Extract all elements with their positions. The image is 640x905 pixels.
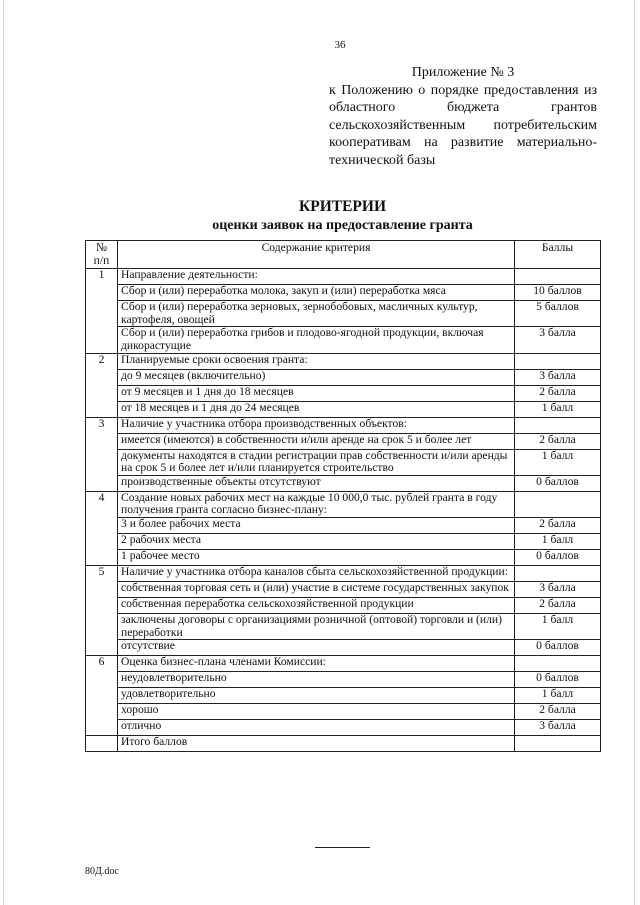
criterion-option-row bbox=[86, 581, 601, 597]
criterion-option-score: 3 балла bbox=[515, 369, 601, 385]
criterion-option-score: 0 баллов bbox=[515, 549, 601, 565]
criterion-option-row bbox=[86, 301, 601, 327]
criterion-option-text: хорошо bbox=[118, 704, 515, 720]
criterion-option-text: отсутствие bbox=[118, 640, 515, 656]
criterion-option-row bbox=[86, 385, 601, 401]
criterion-option-text: 1 рабочее место bbox=[118, 549, 515, 565]
file-name: 80Д.doc bbox=[85, 866, 119, 877]
criterion-option-text: заключены договоры с организациями розничной (оптовой) торговли и (или) переработки bbox=[118, 613, 515, 639]
criterion-option-row bbox=[86, 449, 601, 475]
criterion-heading-row bbox=[86, 565, 601, 581]
page-number: 36 bbox=[334, 39, 346, 51]
criterion-heading-row bbox=[86, 656, 601, 672]
criterion-option-row bbox=[86, 597, 601, 613]
criterion-heading: Наличие у участника отбора каналов сбыта сельскохозяйственной продукции: bbox=[118, 565, 515, 581]
signature-line bbox=[315, 847, 370, 848]
criterion-heading-score-cell bbox=[515, 417, 601, 433]
criterion-option-row bbox=[86, 672, 601, 688]
criterion-heading-score-cell bbox=[515, 656, 601, 672]
criterion-heading: Наличие у участника отбора производственных объектов: bbox=[118, 417, 515, 433]
criterion-option-text: 2 рабочих места bbox=[118, 533, 515, 549]
criterion-option-score: 3 балла bbox=[515, 327, 601, 353]
criterion-option-row bbox=[86, 704, 601, 720]
criteria-table-body bbox=[86, 269, 601, 752]
criterion-number: 2 bbox=[86, 353, 118, 417]
criterion-option-score: 1 балл bbox=[515, 533, 601, 549]
criterion-number: 1 bbox=[86, 269, 118, 353]
total-row bbox=[86, 736, 601, 752]
total-num-cell bbox=[86, 736, 118, 752]
criterion-option-score: 2 балла bbox=[515, 385, 601, 401]
criterion-heading: Направление деятельности: bbox=[118, 269, 515, 285]
appendix-block bbox=[329, 64, 597, 170]
criterion-heading-score-cell bbox=[515, 269, 601, 285]
criterion-option-score: 10 баллов bbox=[515, 285, 601, 301]
criterion-number: 6 bbox=[86, 656, 118, 736]
criterion-option-score: 0 баллов bbox=[515, 475, 601, 491]
criterion-option-row bbox=[86, 613, 601, 639]
criterion-option-row bbox=[86, 549, 601, 565]
scan-edge-right bbox=[634, 0, 635, 905]
header-score: Баллы bbox=[515, 241, 601, 269]
total-label: Итого баллов bbox=[118, 736, 515, 752]
criterion-option-score: 3 балла bbox=[515, 581, 601, 597]
criterion-option-text: неудовлетворительно bbox=[118, 672, 515, 688]
criterion-option-text: собственная торговая сеть и (или) участие в системе государственных закупок bbox=[118, 581, 515, 597]
criterion-option-row bbox=[86, 533, 601, 549]
criterion-option-text: производственные объекты отсутствуют bbox=[118, 475, 515, 491]
criterion-option-text: 3 и более рабочих места bbox=[118, 517, 515, 533]
scan-edge-left bbox=[3, 0, 4, 905]
criterion-option-row bbox=[86, 401, 601, 417]
total-score-cell bbox=[515, 736, 601, 752]
criterion-option-score: 1 балл bbox=[515, 449, 601, 475]
criteria-table bbox=[85, 240, 601, 752]
criterion-option-row bbox=[86, 369, 601, 385]
criterion-option-text: Сбор и (или) переработка грибов и плодово-ягодной продукции, включая дикорастущие bbox=[118, 327, 515, 353]
criterion-heading-score-cell bbox=[515, 565, 601, 581]
document-subtitle: оценки заявок на предоставление гранта bbox=[212, 218, 473, 233]
criterion-heading-row bbox=[86, 269, 601, 285]
criterion-option-score: 2 балла bbox=[515, 433, 601, 449]
criterion-option-row bbox=[86, 517, 601, 533]
criterion-option-score: 0 баллов bbox=[515, 640, 601, 656]
criterion-heading-score-cell bbox=[515, 491, 601, 517]
criterion-option-text: документы находятся в стадии регистрации прав собственности и/или аренды на срок 5 и более лет и/или планируется строительство bbox=[118, 449, 515, 475]
criterion-number: 4 bbox=[86, 491, 118, 565]
criterion-heading: Планируемые сроки освоения гранта: bbox=[118, 353, 515, 369]
criterion-option-text: удовлетворительно bbox=[118, 688, 515, 704]
criterion-option-text: Сбор и (или) переработка зерновых, зернобобовых, масличных культур, картофеля, овощей bbox=[118, 301, 515, 327]
appendix-text: к Положению о порядке предоставления из областного бюджета грантов сельскохозяйственным потребительским кооперативам на развитие материально-технической базы bbox=[329, 82, 597, 168]
criterion-option-text: Сбор и (или) переработка молока, закуп и (или) переработка мяса bbox=[118, 285, 515, 301]
criterion-option-row bbox=[86, 433, 601, 449]
criterion-heading: Создание новых рабочих мест на каждые 10 000,0 тыс. рублей гранта в году получения гранта согласно бизнес-плану: bbox=[118, 491, 515, 517]
header-num: № п/п bbox=[86, 241, 118, 269]
appendix-title: Приложение № 3 bbox=[411, 65, 515, 80]
criterion-heading-score-cell bbox=[515, 353, 601, 369]
criterion-option-score: 1 балл bbox=[515, 401, 601, 417]
document-title: КРИТЕРИИ bbox=[298, 198, 387, 215]
criterion-option-score: 1 балл bbox=[515, 688, 601, 704]
criterion-option-score: 2 балла bbox=[515, 704, 601, 720]
criterion-option-row bbox=[86, 720, 601, 736]
criterion-heading-row bbox=[86, 491, 601, 517]
criterion-option-score: 5 баллов bbox=[515, 301, 601, 327]
criterion-option-row bbox=[86, 327, 601, 353]
criterion-option-text: до 9 месяцев (включительно) bbox=[118, 369, 515, 385]
criterion-number: 3 bbox=[86, 417, 118, 491]
criterion-option-text: от 9 месяцев и 1 дня до 18 месяцев bbox=[118, 385, 515, 401]
criterion-option-text: имеется (имеются) в собственности и/или аренде на срок 5 и более лет bbox=[118, 433, 515, 449]
criterion-option-score: 1 балл bbox=[515, 613, 601, 639]
table-header-row bbox=[86, 241, 601, 269]
criterion-option-row bbox=[86, 285, 601, 301]
criterion-heading-row bbox=[86, 353, 601, 369]
criterion-option-score: 3 балла bbox=[515, 720, 601, 736]
criterion-number: 5 bbox=[86, 565, 118, 655]
criterion-heading-row bbox=[86, 417, 601, 433]
criterion-option-score: 0 баллов bbox=[515, 672, 601, 688]
criterion-option-text: отлично bbox=[118, 720, 515, 736]
criterion-option-row bbox=[86, 475, 601, 491]
criterion-option-text: собственная переработка сельскохозяйственной продукции bbox=[118, 597, 515, 613]
criterion-option-score: 2 балла bbox=[515, 517, 601, 533]
criterion-option-text: от 18 месяцев и 1 дня до 24 месяцев bbox=[118, 401, 515, 417]
header-content: Содержание критерия bbox=[118, 241, 515, 269]
criterion-option-row bbox=[86, 688, 601, 704]
criterion-heading: Оценка бизнес-плана членами Комиссии: bbox=[118, 656, 515, 672]
criterion-option-score: 2 балла bbox=[515, 597, 601, 613]
criterion-option-row bbox=[86, 640, 601, 656]
